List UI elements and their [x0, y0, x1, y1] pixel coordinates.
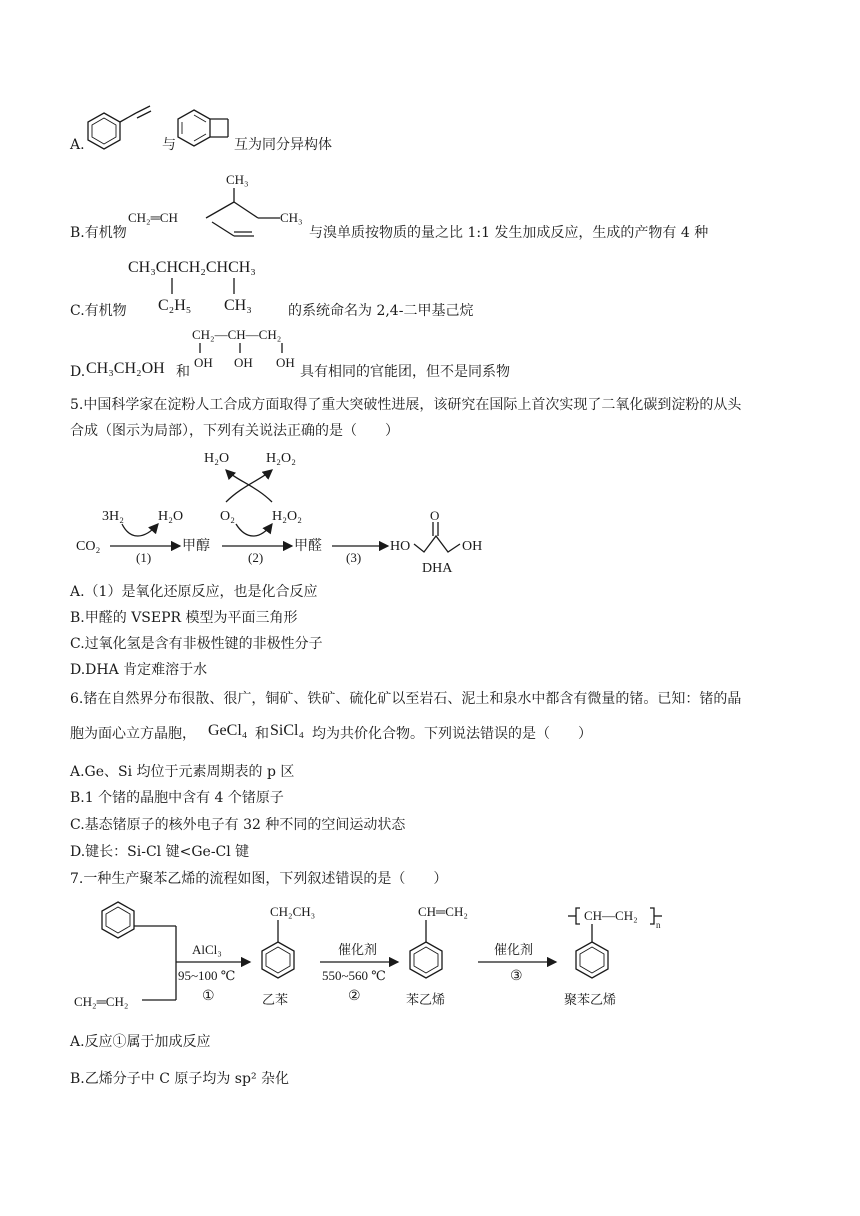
- polystyrene-label: 聚苯乙烯: [564, 992, 617, 1007]
- dha-ho-label: HO: [390, 539, 411, 554]
- methanol-label: 甲醇: [182, 539, 210, 554]
- main-chain: CH₃CHCH₂CHCH₃: [128, 259, 256, 276]
- polymer-unit-label: CH—CH₂: [584, 908, 638, 923]
- q4-option-d-prefix: D.: [70, 364, 86, 380]
- branch-ethyl: C₂H₅: [158, 297, 192, 314]
- q5-stem-line2: 合成（图示为局部），下列有关说法正确的是（ ）: [70, 423, 399, 439]
- h2o-top-label: H₂O: [204, 451, 230, 466]
- branch-methyl: CH₃: [224, 297, 252, 314]
- q5-option-c: C.过氧化氢是含有非极性键的非极性分子: [70, 636, 323, 652]
- q4-option-a-suffix: 互为同分异构体: [234, 137, 332, 153]
- q6-stem-line2a: 胞为面心立方晶胞，: [70, 726, 196, 742]
- step1-circle-label: ①: [202, 989, 215, 1004]
- q4-option-d-and: 和: [176, 364, 190, 380]
- polymer-n-label: n: [656, 920, 661, 930]
- q7-option-a: A.反应①属于加成反应: [70, 1034, 211, 1050]
- q5-stem-line1: 5.中国科学家在淀粉人工合成方面取得了重大突破性进展，该研究在国际上首次实现了二氧化碳到淀粉的从头: [70, 397, 742, 413]
- ethylbenzene-label: 乙苯: [262, 992, 289, 1007]
- q6-stem-and: 和: [255, 726, 269, 742]
- ethylbenzene-ring-icon: [262, 942, 294, 978]
- q6-option-a: A.Ge、Si 均位于元素周期表的 p 区: [70, 764, 295, 780]
- q7-stem: 7.一种生产聚苯乙烯的流程如图，下列叙述错误的是（ ）: [70, 871, 448, 887]
- glycerol-oh-1: OH: [194, 355, 213, 370]
- diene-right-ch3: CH₃: [280, 210, 303, 225]
- polystyrene-flow-diagram: [72, 896, 692, 1022]
- q6-option-c: C.基态锗原子的核外电子有 32 种不同的空间运动状态: [70, 817, 406, 833]
- polystyrene-ring-icon: [576, 942, 608, 978]
- diene-left-group: CH₂═CH: [128, 210, 178, 225]
- q4-option-b-prefix: B.有机物: [70, 225, 127, 241]
- step2-circle-label: ②: [348, 989, 361, 1004]
- step3-circle-label: ③: [510, 969, 523, 984]
- step3-label: (3): [346, 550, 362, 565]
- benzene-ring-icon: [102, 902, 134, 938]
- h2o2-step2-label: H₂O₂: [272, 509, 302, 524]
- h2o2-top-label: H₂O₂: [266, 451, 296, 466]
- q6-stem-line2b: 均为共价化合物。下列说法错误的是（ ）: [312, 726, 592, 742]
- sicl4-formula: SiCl₄: [270, 722, 305, 739]
- o2-label: O₂: [220, 509, 235, 524]
- dha-label: DHA: [422, 561, 453, 576]
- q4-option-c-suffix: 的系统命名为 2,4-二甲基己烷: [288, 303, 474, 319]
- q4-option-b-suffix: 与溴单质按物质的量之比 1:1 发生加成反应，生成的产物有 4 种: [309, 225, 709, 241]
- diene-structure-icon: [128, 168, 313, 240]
- dha-o-label: O: [430, 508, 440, 523]
- diene-ch3-top: CH₃: [226, 172, 249, 187]
- q5-option-b: B.甲醛的 VSEPR 模型为平面三角形: [70, 610, 298, 626]
- q4-option-a-mid: 与: [162, 137, 176, 153]
- h2-label: 3H₂: [102, 509, 124, 524]
- vinyl-group-label: CH═CH₂: [418, 904, 468, 919]
- q4-option-c-prefix: C.有机物: [70, 303, 127, 319]
- q6-stem-line1: 6.锗在自然界分布很散、很广，铜矿、铁矿、硫化矿以至岩石、泥土和泉水中都含有微量的锗。已知：锗的晶: [70, 691, 742, 707]
- co2-label: CO₂: [76, 539, 101, 554]
- styrene-label: 苯乙烯: [406, 992, 446, 1007]
- dha-oh-label: OH: [462, 539, 483, 554]
- glycerol-oh-2: OH: [234, 355, 253, 370]
- glycerol-structure-icon: [192, 323, 302, 375]
- q6-option-d: D.键长：Si-Cl 键<Ge-Cl 键: [70, 844, 250, 860]
- catalyst1-label: 催化剂: [338, 942, 378, 957]
- temp2-label: 550~560 ℃: [322, 968, 386, 983]
- q6-option-b: B.1 个锗的晶胞中含有 4 个锗原子: [70, 790, 284, 806]
- q4-option-d-suffix: 具有相同的官能团，但不是同系物: [300, 364, 510, 380]
- glycerol-chain: CH₂—CH—CH₂: [192, 327, 282, 342]
- q7-option-b: B.乙烯分子中 C 原子均为 sp² 杂化: [70, 1071, 290, 1087]
- catalyst2-label: 催化剂: [494, 942, 534, 957]
- q4-option-a-prefix: A.: [70, 137, 85, 153]
- glycerol-oh-3: OH: [276, 355, 295, 370]
- styrene-structure-icon: [84, 104, 164, 154]
- formaldehyde-label: 甲醛: [294, 539, 322, 554]
- ethylene-label: CH₂═CH₂: [74, 994, 129, 1009]
- dimethylhexane-structure-icon: [128, 252, 298, 314]
- styrene-ring-icon: [410, 942, 442, 978]
- step1-label: (1): [136, 550, 152, 565]
- benzocyclobutene-structure-icon: [176, 104, 236, 154]
- q5-option-d: D.DHA 肯定难溶于水: [70, 662, 208, 678]
- starch-synthesis-diagram: [76, 444, 506, 578]
- ethanol-formula: CH₃CH₂OH: [86, 360, 165, 377]
- temp1-label: 95~100 ℃: [178, 968, 236, 983]
- h2o-step1-label: H₂O: [158, 509, 184, 524]
- ethyl-group-label: CH₂CH₃: [270, 904, 316, 919]
- step2-label: (2): [248, 550, 264, 565]
- alcl3-label: AlCl₃: [192, 942, 222, 957]
- gecl4-formula: GeCl₄: [208, 722, 248, 739]
- q5-option-a: A.（1）是氧化还原反应，也是化合反应: [70, 584, 318, 600]
